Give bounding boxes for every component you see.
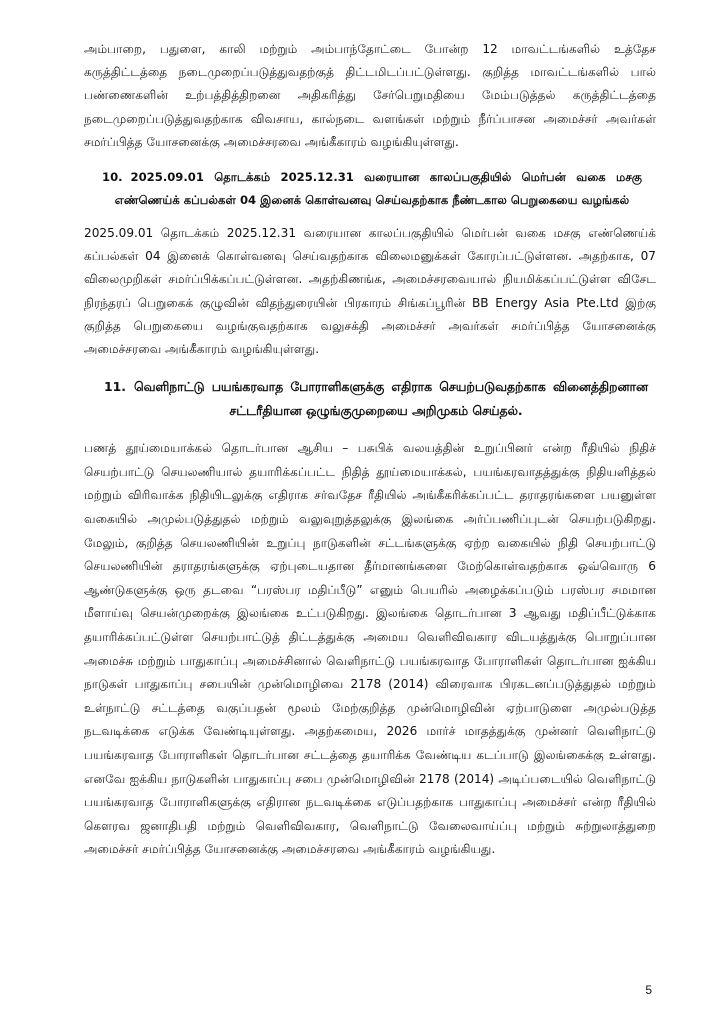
section-number-11: 11. [104, 379, 126, 395]
paragraph-foreign-terrorist-fighters: பணத் தூய்மையாக்கல் தொடர்பான ஆசிய – பசுபிக் வலயத்தின் உறுப்பினர் என்ற ரீதியில் நிதிச் செயற்பாட்டு செயலணியால் தயாரிக்கப்பட்ட நிதித் தூய்மையாக்கல், பயங்கரவாதத்துக்கு நிதியளித்தல் மற்றும் விரிவாக்க நிதியிடலுக்கு எதிராக சர்வதேச ரீதியில் அங்கீகரிக்கப்பட்ட தராதரங்களை பயனுள்ள வகையில் அமுல்படுத்துதல் மற்றும் வலுவுறுத்தலுக்கு இலங்கை அர்ப்பணிப்புடன் செயற்படுகிறது. மேலும், குறித்த செயலணியின் உறுப்பு நாடுகளின் சட்டங்களுக்கு ஏற்ற வகையில் நிதி செயற்பாட்டு செயலணியின் தராதரங்களுக்கு ஏற்புடையதான தீர்மானங்களை மேற்கொள்வதற்காக ஒவ்வொரு 6 ஆண்டுகளுக்கு ஒரு தடவை “பரஸ்பர மதிப்பீடு” எனும் பெயரில் அழைக்கப்படும் பரஸ்பர சமமான மீளாய்வு செயன்முறைக்கு இலங்கை உட்படுகிறது. இலங்கை தொடர்பான 3 ஆவது மதிப்பீட்டுக்காக தயாரிக்கப்பட்டுள்ள செயற்பாட்டுத் திட்டத்துக்கு அமைய வெளிவிவகார விடயத்துக்கு பொறுப்பான அமைச்சு மற்றும் பாதுகாப்பு அமைச்சினால் வெளிநாட்டு பயங்கரவாத போராளிகள் தொடர்பான ஐக்கிய நாடுகள் பாதுகாப்பு சபையின் முன்மொழிவை 2178 (2014) விரைவாக பிரகடனப்படுத்துதல் மற்றும் உள்நாட்டு சட்டத்தை வகுப்பதன் மூலம் மேற்குறித்த முன்மொழிவின் ஏற்பாடுளை அமுல்படுத்த நடவடிக்கை எடுக்க வேண்டியுள்ளது. அதற்கமைய, 2026 மார்ச் மாதத்துக்கு முன்னர் வெளிநாட்டு பயங்கரவாத போராளிகள் தொடர்பான சட்டத்தை தயாரிக்க வேண்டிய கடப்பாடு இலங்கைக்கு உள்ளது. எனவே ஐக்கிய நாடுகளின் பாதுகாப்பு சபை முன்மொழிவின் 2178 (2014) அடிப்படையில் வெளிநாட்டு பயங்கரவாத போராளிகளுக்கு எதிரான நடவடிக்கை எடுப்பதற்காக பாதுகாப்பு அமைச்சர் என்ற ரீதியில் கௌரவ ஜனாதிபதி மற்றும் வெளிவிவகார, வெளிநாட்டு வேலைவாய்ப்பு மற்றும் சுற்றுலாத்துறை அமைச்சர் சமர்ப்பித்த யோசனைக்கு அமைச்சரவை அங்கீகாரம் வழங்கியது. [84, 441, 656, 857]
document-page [84, 38, 656, 862]
section-title-10: 2025.09.01 தொடக்கம் 2025.12.31 வரையான காலப்பகுதியில் மெர்பன் வகை மசகு எண்ணெய்க் கப்பல்கள் 04 இனைக் கொள்வனவு செய்வதற்காக நீண்டகால பெறுகையை வழங்கல் [114, 170, 642, 208]
section-heading-11 [104, 375, 648, 423]
section-title-11: வெளிநாட்டு பயங்கரவாத போராளிகளுக்கு எதிராக செயற்படுவதற்காக வினைத்திறனான சட்டரீதியான ஒழுங்குமுறையை அறிமுகம் செய்தல். [133, 379, 648, 419]
paragraph-dairy-project: அம்பாறை, பதுளை, காலி மற்றும் அம்பாந்தோட்டை போன்ற 12 மாவட்டங்களில் உத்தேச கருத்திட்டத்தை நடைமுறைப்படுத்துவதற்குத் திட்டமிடப்பட்டுள்ளது. குறித்த மாவட்டங்களில் பால் பண்ணைகளின் உற்பத்தித்திறனை அதிகரித்து சேர்பெறுமதியை மேம்படுத்தல் கருத்திட்டத்தை நடைமுறைப்படுத்துவதற்காக விவசாய, கால்நடை வளங்கள் மற்றும் நீர்ப்பாசன அமைச்சர் அவர்கள் சமர்ப்பித்த யோசனைக்கு அமைச்சரவை அங்கீகாரம் வழங்கியுள்ளது. [84, 42, 656, 149]
section-heading-10 [102, 166, 642, 212]
page-number: 5 [645, 983, 652, 997]
paragraph-murban-crude-procurement: 2025.09.01 தொடக்கம் 2025.12.31 வரையான காலப்பகுதியில் மெர்பன் வகை மசகு எண்ணெய்க் கப்பல்கள் 04 இனைக் கொள்வனவு செய்வதற்காக விலைமனுக்கள் கோரப்பட்டுள்ளன. அதற்காக, 07 விலைமுறிகள் சமர்ப்பிக்கப்பட்டுள்ளன. அதற்கிணங்க, அமைச்சரவையால் நியமிக்கப்பட்டுள்ள விசேட நிரந்தரப் பெறுகைக் குழுவின் விதந்துரையின் பிரகாரம் சிங்கப்பூரின் BB Energy Asia Pte.Ltd இற்கு குறித்த பெறுகையை வழங்குவதற்காக வலுசக்தி அமைச்சர் அவர்கள் சமர்ப்பித்த யோசனைக்கு அமைச்சரவை அங்கீகாரம் வழங்கியுள்ளது. [84, 226, 656, 357]
section-number-10: 10. [102, 170, 123, 185]
